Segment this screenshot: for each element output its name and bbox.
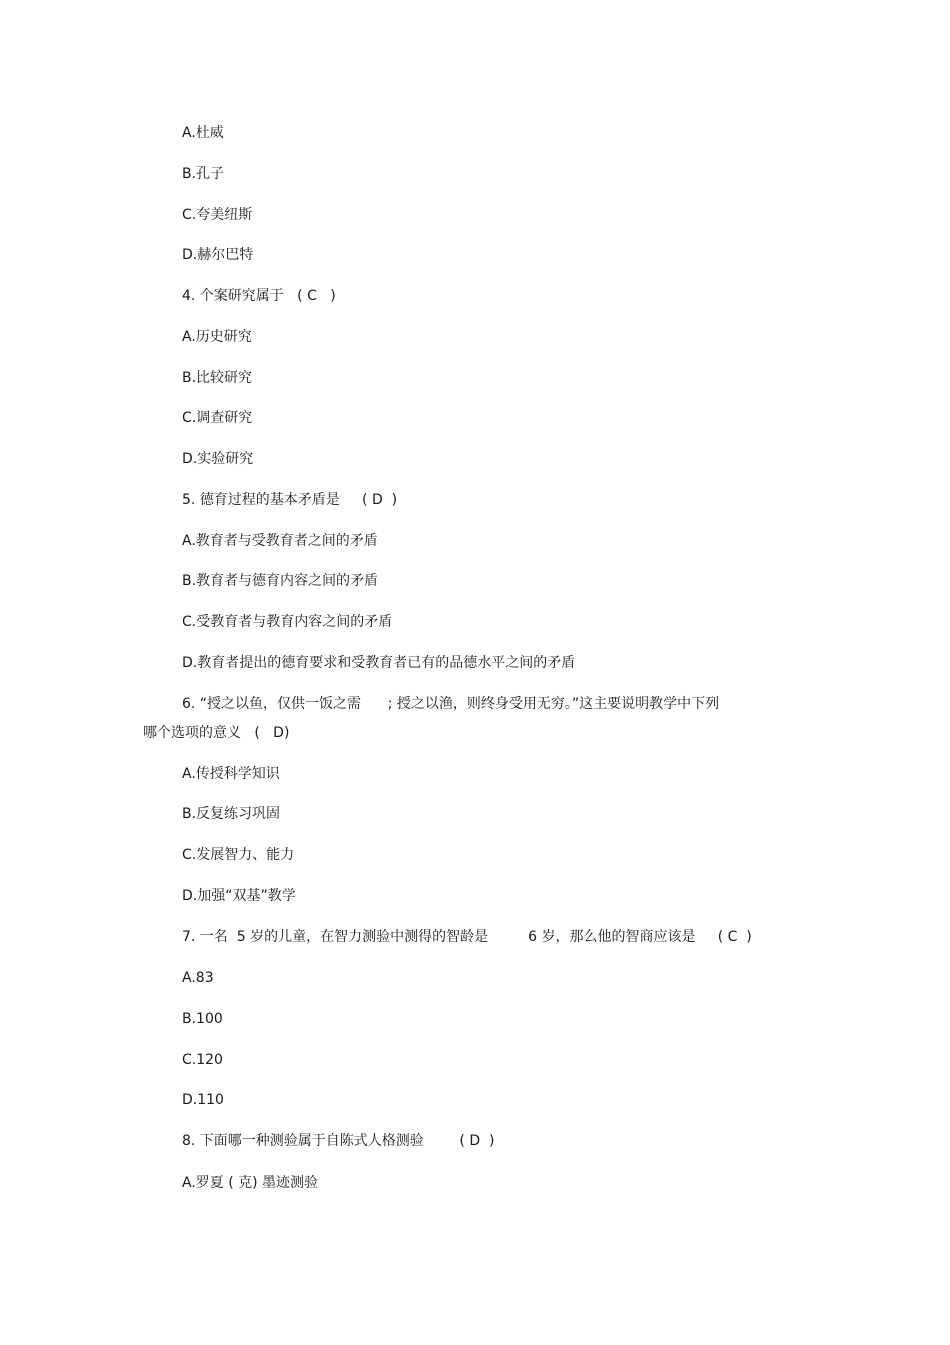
q6-option-b: B.反复练习巩固 (182, 806, 281, 822)
q6-option-c: C.发展智力、能力 (182, 847, 295, 863)
q7-stem: 7. 一名 5 岁的儿童，在智力测验中测得的智龄是 6 岁，那么他的智商应该是 ( C ) (182, 929, 752, 945)
q3-option-c: C.夸美纽斯 (182, 207, 253, 223)
q6-stem-line2: 哪个选项的意义 ( D) (143, 725, 290, 741)
q7-option-c: C.120 (182, 1052, 223, 1068)
q7-option-b: B.100 (182, 1011, 223, 1027)
q4-stem: 4. 个案研究属于 ( C ) (182, 288, 336, 304)
q5-option-c: C.受教育者与教育内容之间的矛盾 (182, 614, 393, 630)
q6-option-a: A.传授科学知识 (182, 766, 280, 782)
q3-option-d: D.赫尔巴特 (182, 247, 254, 263)
q4-option-c: C.调查研究 (182, 410, 253, 426)
q3-option-a: A.杜威 (182, 125, 224, 141)
q4-option-d: D.实验研究 (182, 451, 254, 467)
q5-stem: 5. 德育过程的基本矛盾是 ( D ) (182, 492, 398, 508)
q5-option-b: B.教育者与德育内容之间的矛盾 (182, 573, 379, 589)
q6-stem-line1: 6. “授之以鱼，仅供一饭之需 ; 授之以渔，则终身受用无穷。”这主要说明教学中下列 (182, 696, 720, 712)
q4-option-b: B.比较研究 (182, 370, 253, 386)
q3-option-b: B.孔子 (182, 166, 225, 182)
q8-option-a: A.罗夏 ( 克) 墨迹测验 (182, 1175, 319, 1191)
q7-option-d: D.110 (182, 1092, 224, 1108)
q5-option-a: A.教育者与受教育者之间的矛盾 (182, 533, 378, 549)
q8-stem: 8. 下面哪一种测验属于自陈式人格测验 ( D ) (182, 1133, 495, 1149)
q4-option-a: A.历史研究 (182, 329, 252, 345)
q6-option-d: D.加强“双基”教学 (182, 888, 296, 904)
q7-option-a: A.83 (182, 970, 214, 986)
q5-option-d: D.教育者提出的德育要求和受教育者已有的品德水平之间的矛盾 (182, 655, 576, 671)
